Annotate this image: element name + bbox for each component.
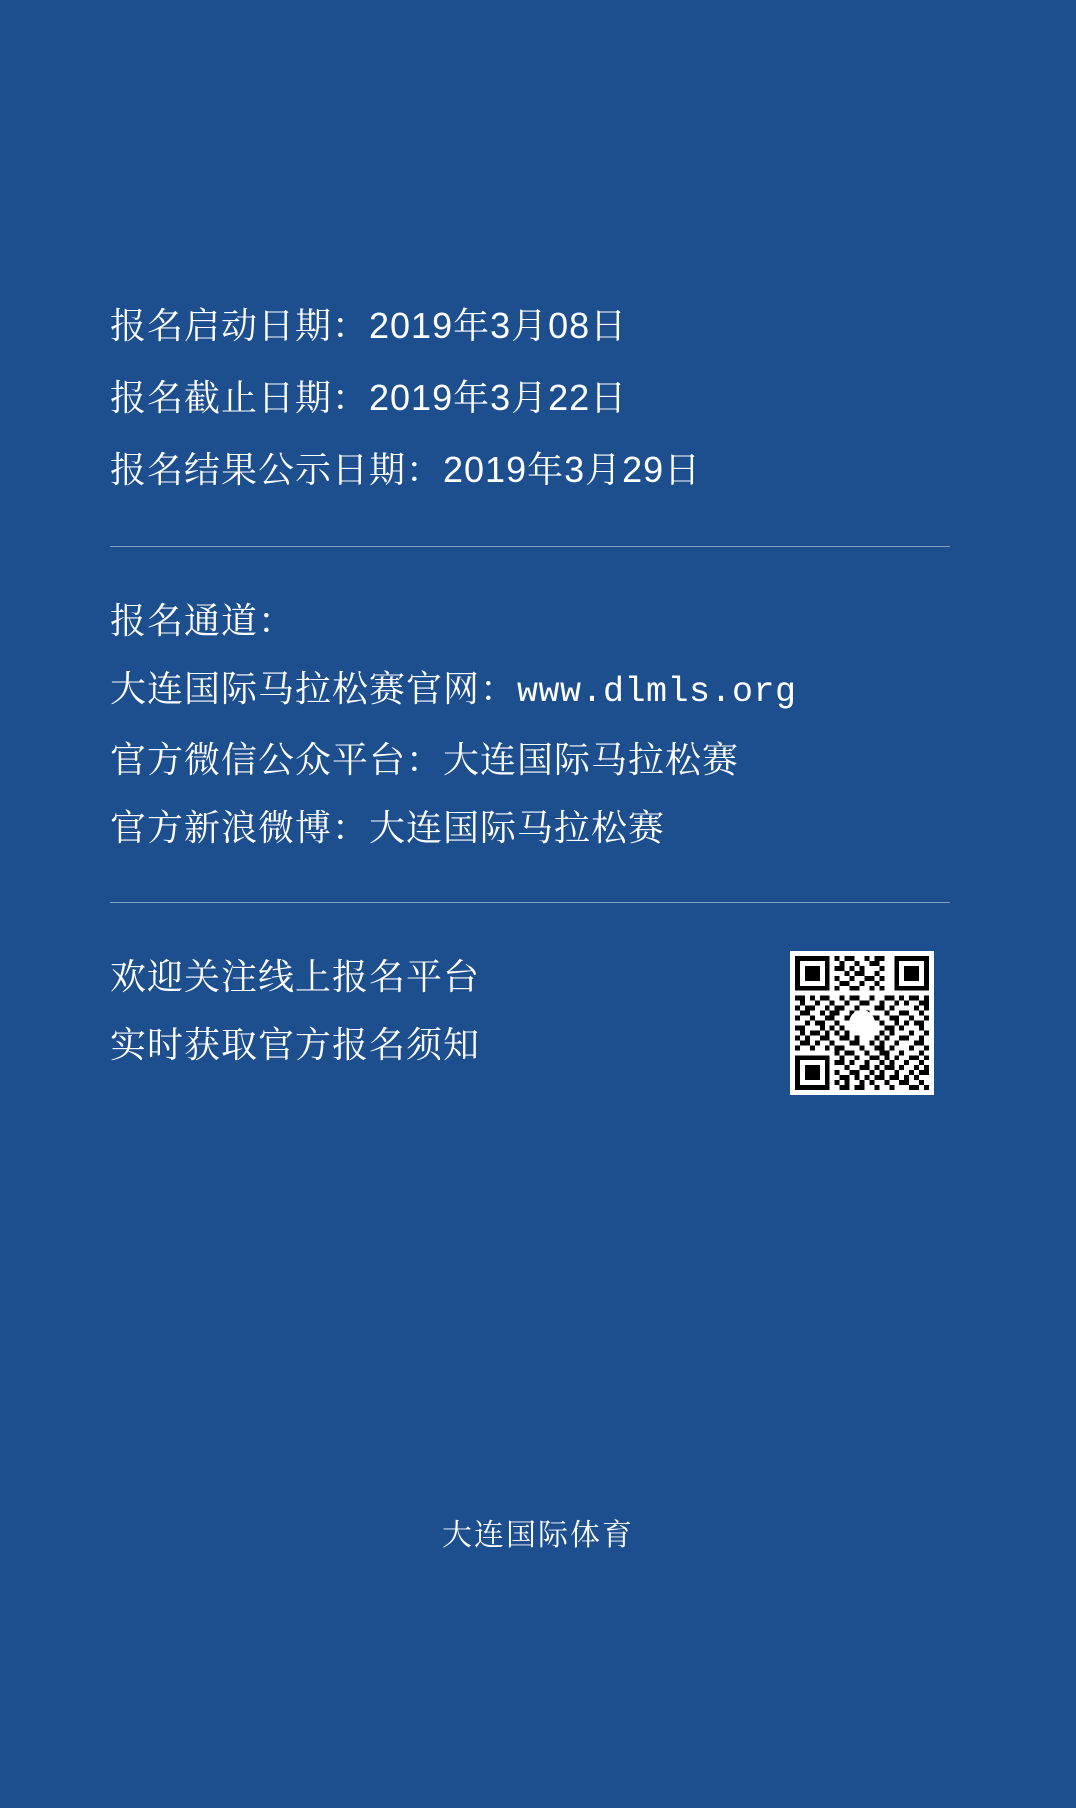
follow-block	[110, 943, 950, 1095]
footer-brand: 大连国际体育	[442, 1519, 634, 1552]
registration-start-date: 报名启动日期：2019年3月08日	[110, 305, 628, 346]
qr-code[interactable]	[790, 951, 934, 1095]
content-area	[110, 290, 966, 1095]
divider-top	[110, 546, 950, 547]
channels-heading: 报名通道：	[110, 600, 296, 641]
follow-line-2: 实时获取官方报名须知	[110, 1024, 481, 1065]
official-wechat: 官方微信公众平台：大连国际马拉松赛	[110, 739, 740, 780]
official-weibo: 官方新浪微博：大连国际马拉松赛	[110, 807, 666, 848]
official-website-url[interactable]: www.dlmls.org	[517, 672, 797, 712]
dates-block	[110, 290, 966, 506]
registration-deadline-date: 报名截止日期：2019年3月22日	[110, 377, 628, 418]
divider-bottom	[110, 902, 950, 903]
follow-line-1: 欢迎关注线上报名平台	[110, 956, 481, 997]
follow-text	[110, 943, 480, 1079]
registration-result-date: 报名结果公示日期：2019年3月29日	[110, 449, 702, 490]
channels-block	[110, 587, 966, 862]
official-website-label: 大连国际马拉松赛官网：	[110, 668, 518, 709]
official-website-row	[110, 655, 966, 726]
